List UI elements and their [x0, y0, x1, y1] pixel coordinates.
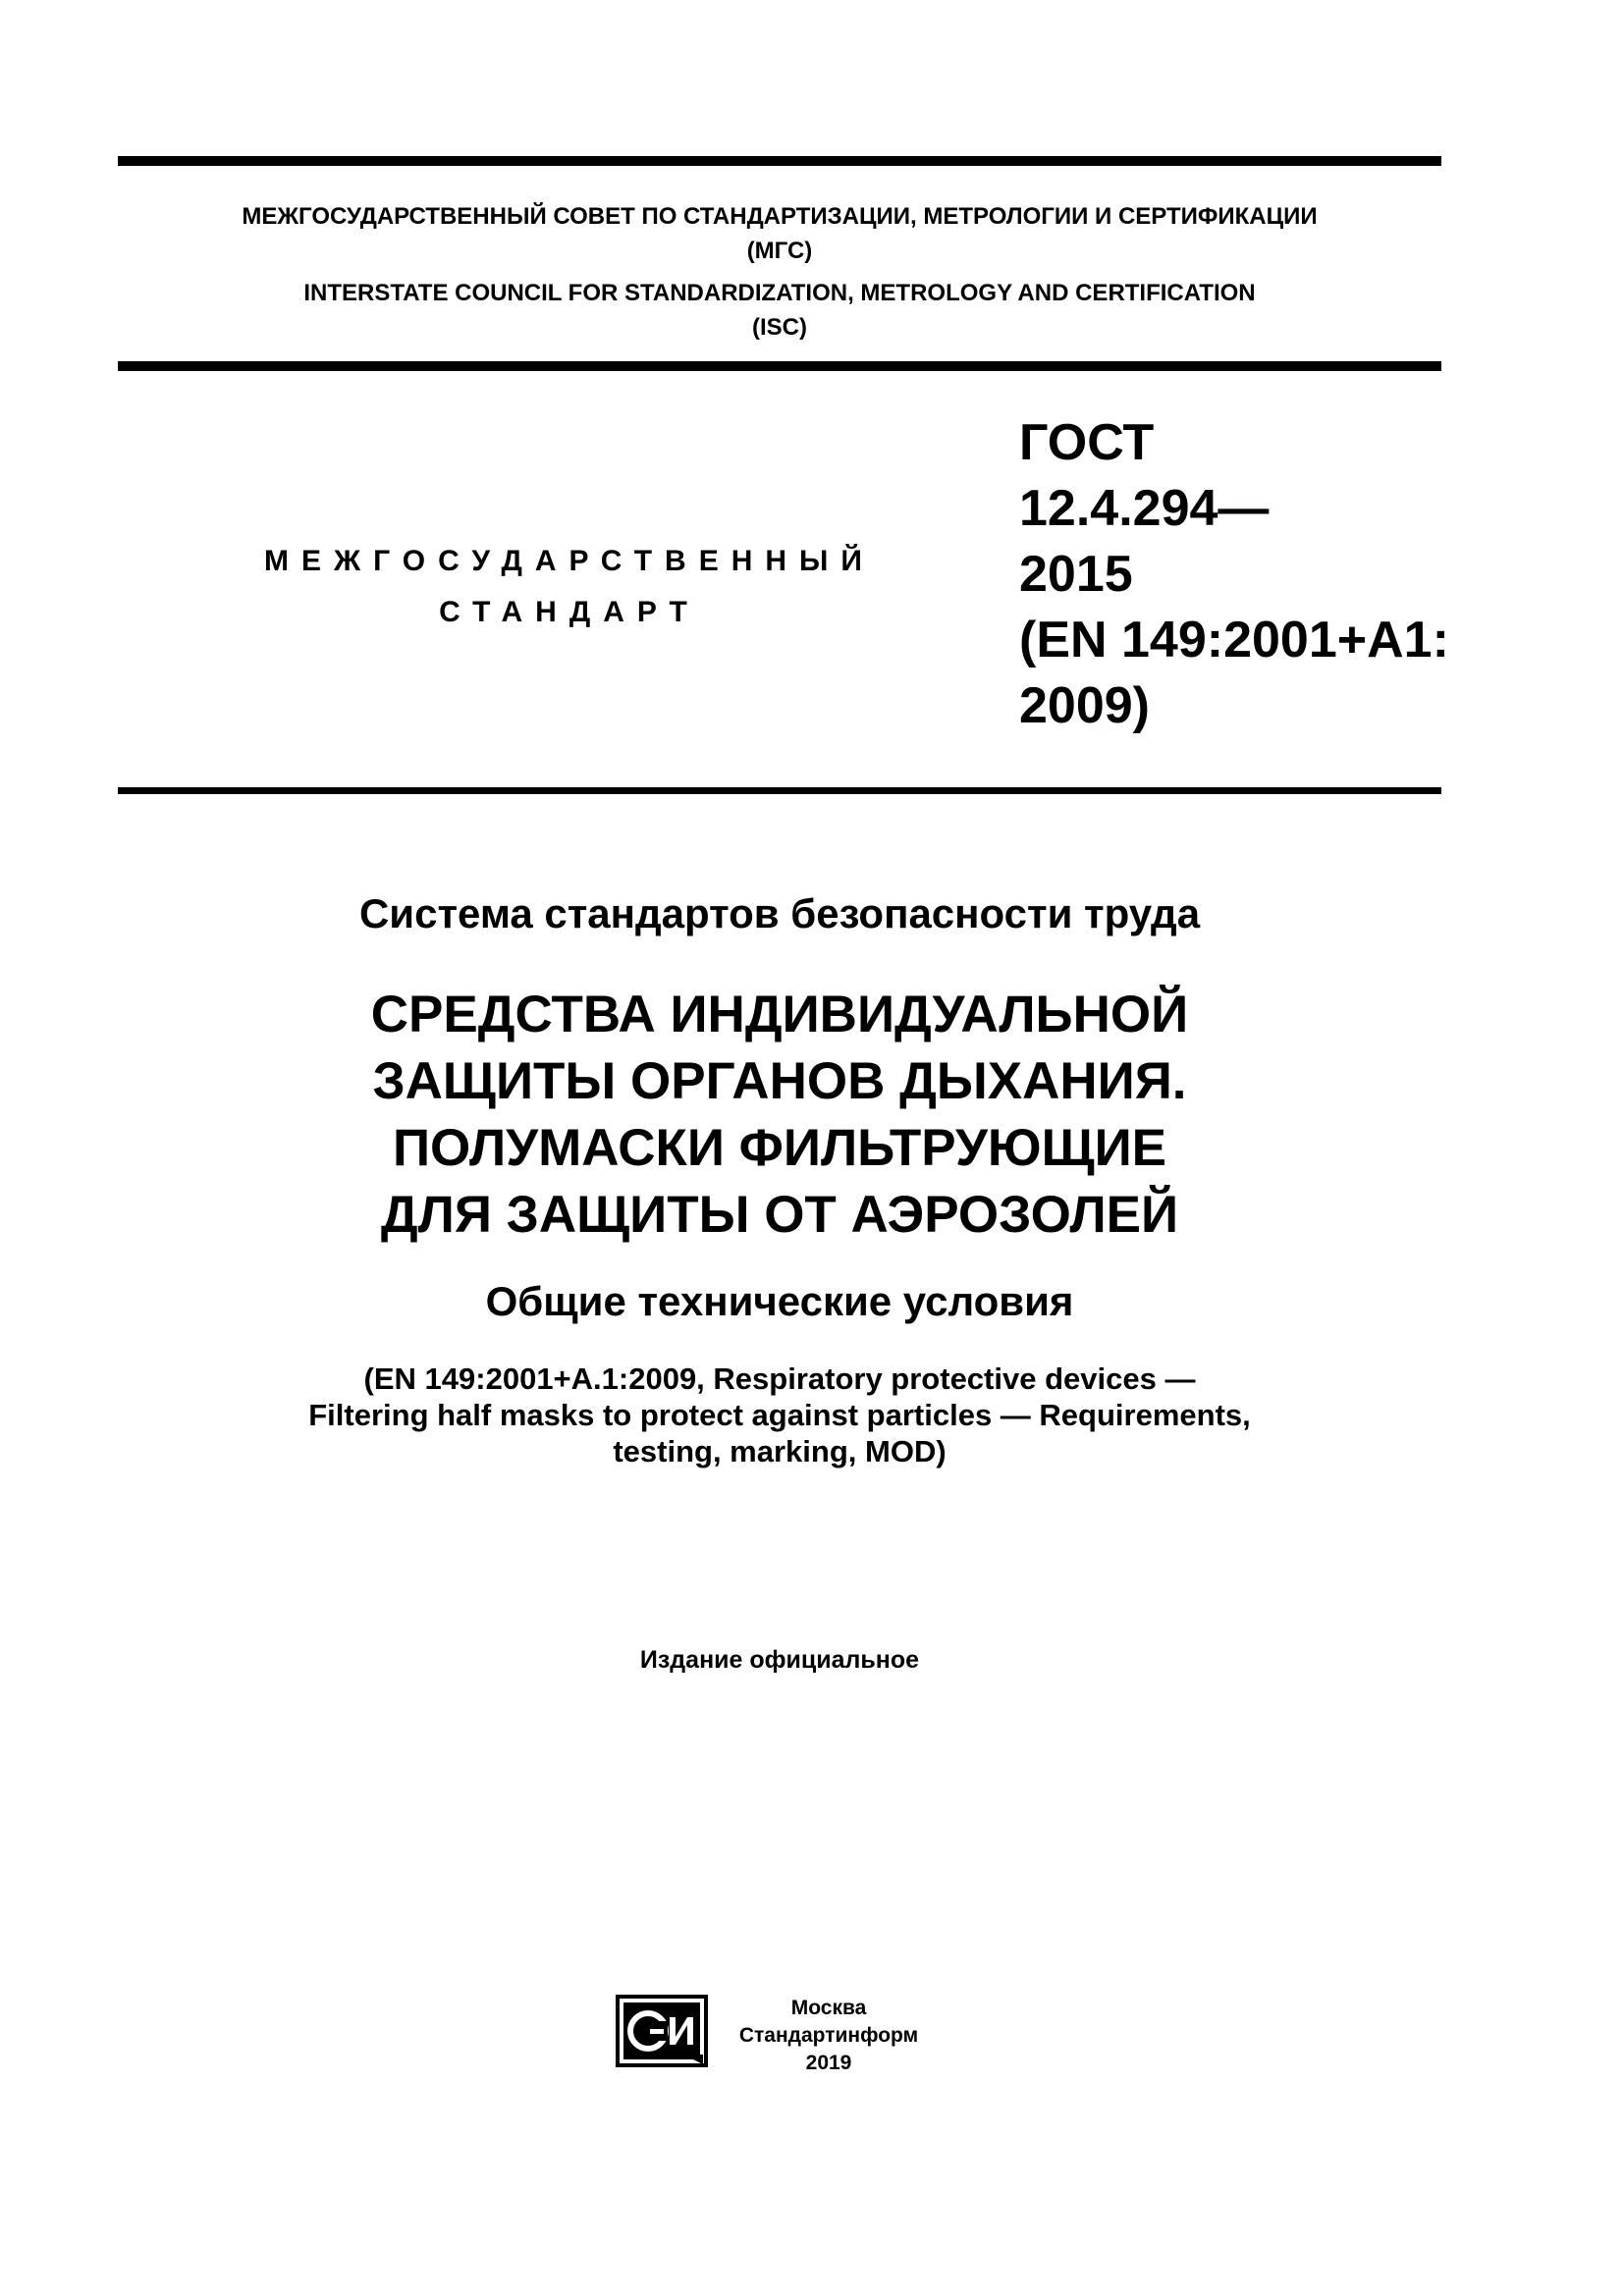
gost-line: ГОСТ — [1019, 414, 1155, 471]
main-title-line: СРЕДСТВА ИНДИВИДУАЛЬНОЙ — [370, 986, 1189, 1043]
standartinform-logo-icon — [615, 1994, 709, 2068]
english-title-line: Filtering half masks to protect against particles — Requirements, — [308, 1398, 1251, 1432]
main-title-line: ДЛЯ ЗАЩИТЫ ОТ АЭРОЗОЛЕЙ — [380, 1186, 1179, 1244]
standard-type-line-2: СТАНДАРТ — [439, 596, 700, 628]
middle-rule — [118, 361, 1441, 371]
publisher-block — [731, 1995, 927, 2077]
subtitle: Общие технические условия — [485, 1278, 1074, 1324]
council-header — [118, 199, 1441, 345]
main-title-line: ЗАЩИТЫ ОРГАНОВ ДЫХАНИЯ. — [372, 1052, 1187, 1110]
council-abbr-en: (ISC) — [752, 314, 807, 341]
main-title-line: ПОЛУМАСКИ ФИЛЬТРУЮЩИЕ — [392, 1119, 1167, 1177]
bottom-rule — [118, 787, 1441, 794]
council-name-en: INTERSTATE COUNCIL FOR STANDARDIZATION, METROLOGY AND CERTIFICATION — [303, 280, 1256, 306]
standard-type-line-1: МЕЖГОСУДАРСТВЕННЫЙ — [264, 545, 875, 577]
top-rule — [118, 156, 1441, 166]
series-title: Система стандартов безопасности труда — [358, 890, 1201, 936]
english-title — [118, 1361, 1441, 1469]
gost-line: 2009) — [1019, 677, 1150, 734]
publisher-year: 2019 — [805, 2052, 852, 2074]
english-title-line: testing, marking, MOD) — [613, 1434, 947, 1468]
gost-designation — [1019, 410, 1451, 739]
gost-line: (EN 149:2001+A1: — [1019, 612, 1449, 668]
publisher-name: Стандартинформ — [738, 2024, 919, 2047]
edition-label: Издание официальное — [639, 1646, 920, 1674]
standard-type-label — [236, 536, 903, 638]
gost-line: 2015 — [1019, 546, 1133, 603]
gost-line: 12.4.294— — [1019, 480, 1270, 537]
council-name-ru: МЕЖГОСУДАРСТВЕННЫЙ СОВЕТ ПО СТАНДАРТИЗАЦИИ, МЕТРОЛОГИИ И СЕРТИФИКАЦИИ — [242, 203, 1318, 230]
publisher-city: Москва — [790, 1997, 867, 2019]
english-title-line: (EN 149:2001+A.1:2009, Respiratory protective devices — — [363, 1362, 1196, 1396]
main-title — [118, 982, 1441, 1249]
council-abbr-ru: (МГС) — [746, 238, 813, 264]
